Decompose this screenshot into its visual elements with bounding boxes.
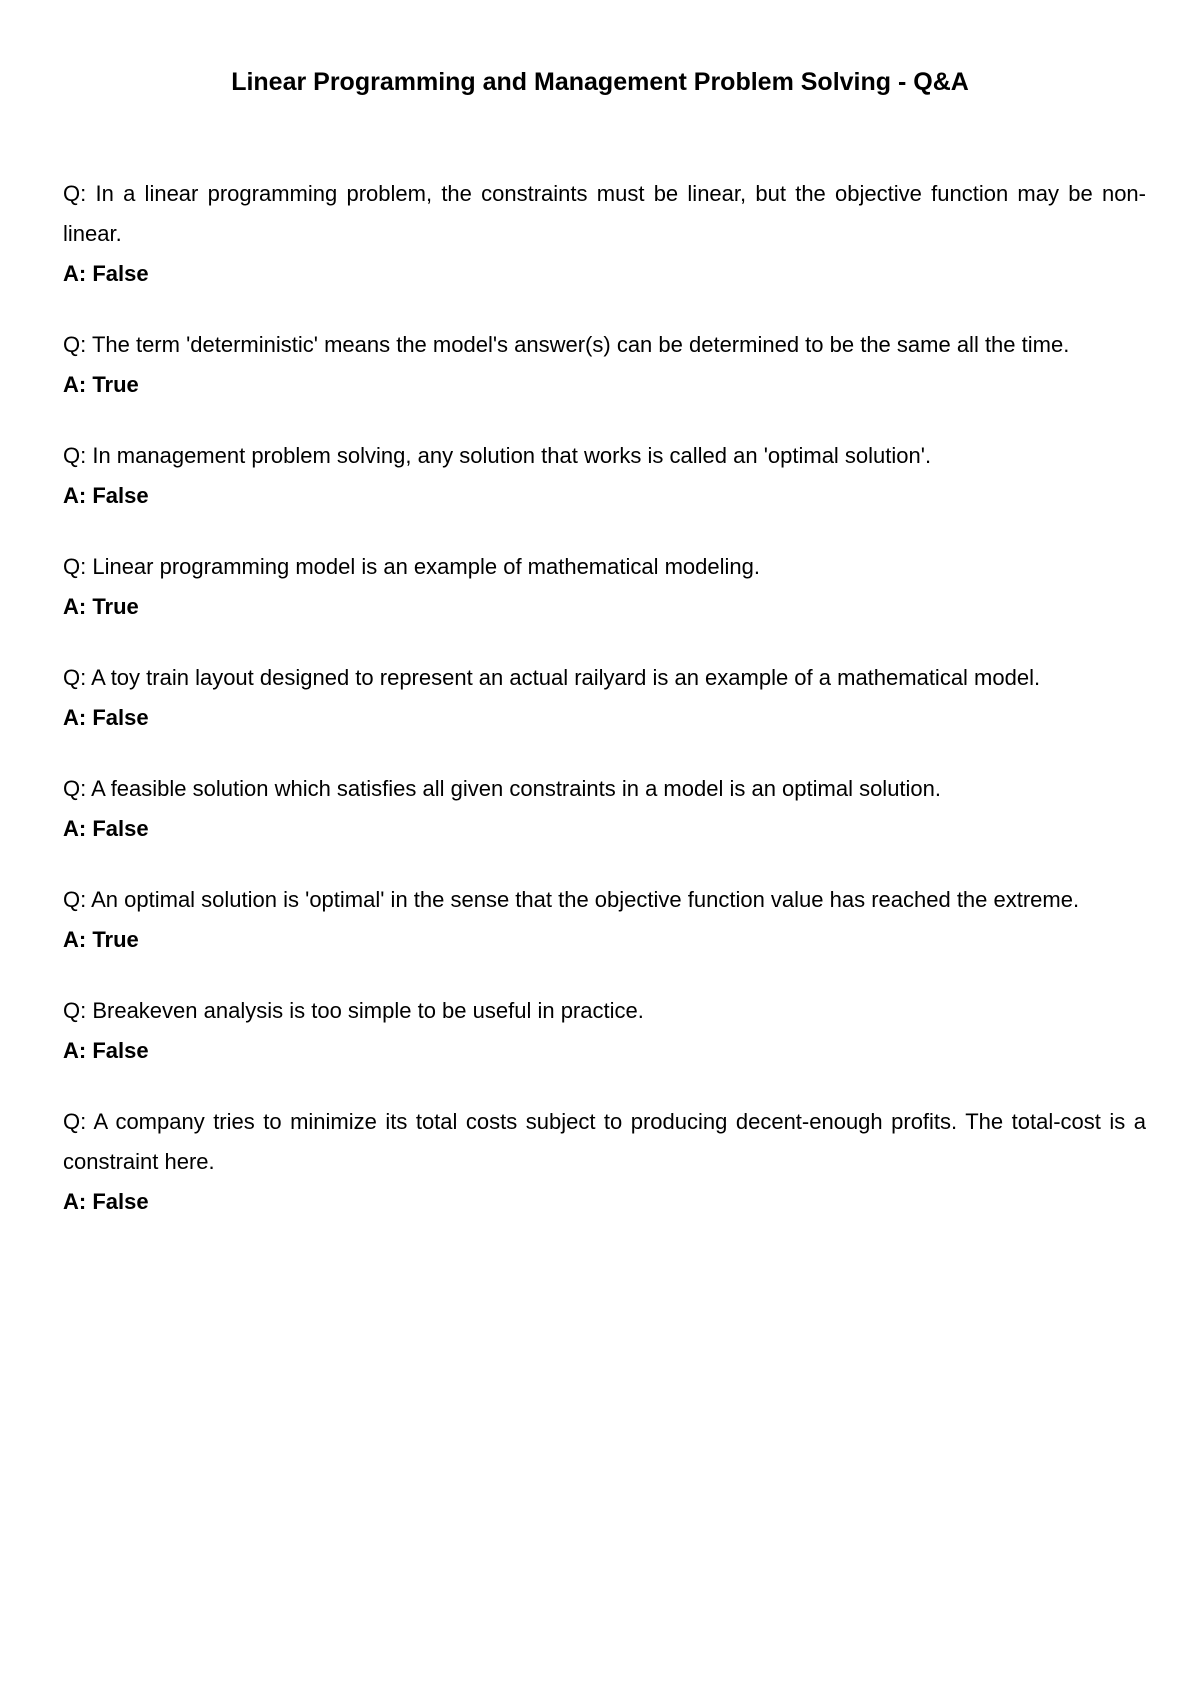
qa-item-3 [63,436,1146,516]
qa-item-7 [63,880,1146,960]
question-text: Q: An optimal solution is 'optimal' in the sense that the objective function value has reached the extreme. [63,887,1080,912]
question-text: Q: A feasible solution which satisfies all given constraints in a model is an optimal solution. [63,776,942,801]
question-text: Q: In management problem solving, any solution that works is called an 'optimal solution'. [63,443,932,468]
answer-text: A: False [63,261,149,286]
qa-item-9 [63,1102,1146,1222]
question-text: Q: The term 'deterministic' means the model's answer(s) can be determined to be the same all the time. [63,332,1070,357]
answer-text: A: True [63,594,139,619]
qa-item-8 [63,991,1146,1071]
question-text: Q: A toy train layout designed to represent an actual railyard is an example of a mathematical model. [63,665,1041,690]
answer-text: A: False [63,705,149,730]
question-text: Q: Breakeven analysis is too simple to be useful in practice. [63,998,644,1023]
answer-text: A: False [63,1189,149,1214]
qa-item-2 [63,325,1146,405]
question-text: Q: Linear programming model is an example of mathematical modeling. [63,554,760,579]
answer-text: A: True [63,927,139,952]
question-text: Q: A company tries to minimize its total costs subject to producing decent-enough profits. The total-cost is a constraint here. [63,1109,1146,1174]
page-title: Linear Programming and Management Problem Solving - Q&A [231,68,969,96]
qa-item-1 [63,174,1146,294]
qa-item-5 [63,658,1146,738]
answer-text: A: False [63,816,149,841]
qa-list [63,174,1146,1253]
question-text: Q: In a linear programming problem, the constraints must be linear, but the objective function may be non-linear. [63,181,1146,246]
answer-text: A: False [63,1038,149,1063]
qa-item-4 [63,547,1146,627]
answer-text: A: False [63,483,149,508]
qa-item-6 [63,769,1146,849]
answer-text: A: True [63,372,139,397]
